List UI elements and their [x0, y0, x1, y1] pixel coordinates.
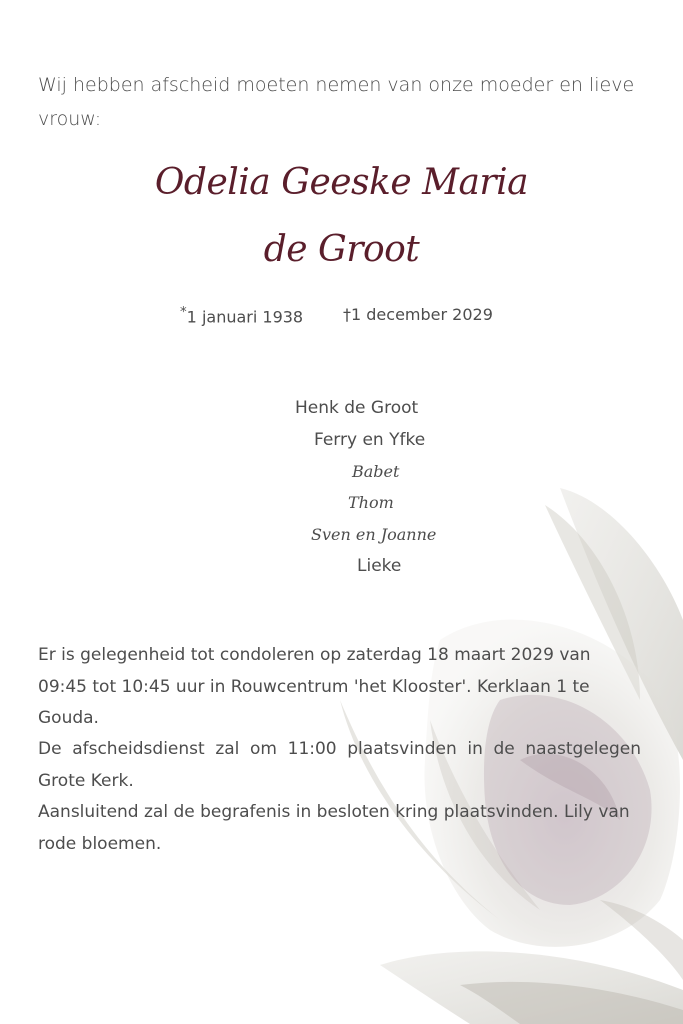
deceased-name-line-1: Odelia Geeske Maria [154, 162, 529, 203]
deceased-name-line-2: de Groot [263, 229, 420, 270]
birth-date [180, 305, 303, 326]
family-member: Ferry en Yfke [314, 430, 426, 450]
death-symbol: † [343, 305, 351, 324]
burial-paragraph: Aansluitend zal de begrafenis in besloten kring plaatsvinden. Lily van rode bloemen. [38, 802, 630, 854]
family-member: Babet [352, 462, 400, 481]
birth-symbol: * [180, 305, 187, 320]
family-member: Henk de Groot [295, 398, 419, 418]
family-member: Lieke [357, 556, 402, 576]
service-paragraph: De afscheidsdienst zal om 11:00 plaatsvinden in de naastgelegen Grote Kerk. [38, 739, 641, 791]
death-date [343, 305, 493, 324]
death-date-text: 1 december 2029 [351, 305, 493, 324]
birth-date-text: 1 januari 1938 [186, 307, 304, 327]
family-member: Sven en Joanne [311, 525, 437, 544]
condolence-paragraph: Er is gelegenheid tot condoleren op zaterdag 18 maart 2029 van 09:45 tot 10:45 uur in Rouwcentrum 'het Klooster'. Kerklaan 1 te Gouda. [38, 645, 591, 728]
family-member: Thom [348, 493, 394, 512]
intro-text: Wij hebben afscheid moeten nemen van onze moeder en lieve vrouw: [38, 74, 635, 130]
